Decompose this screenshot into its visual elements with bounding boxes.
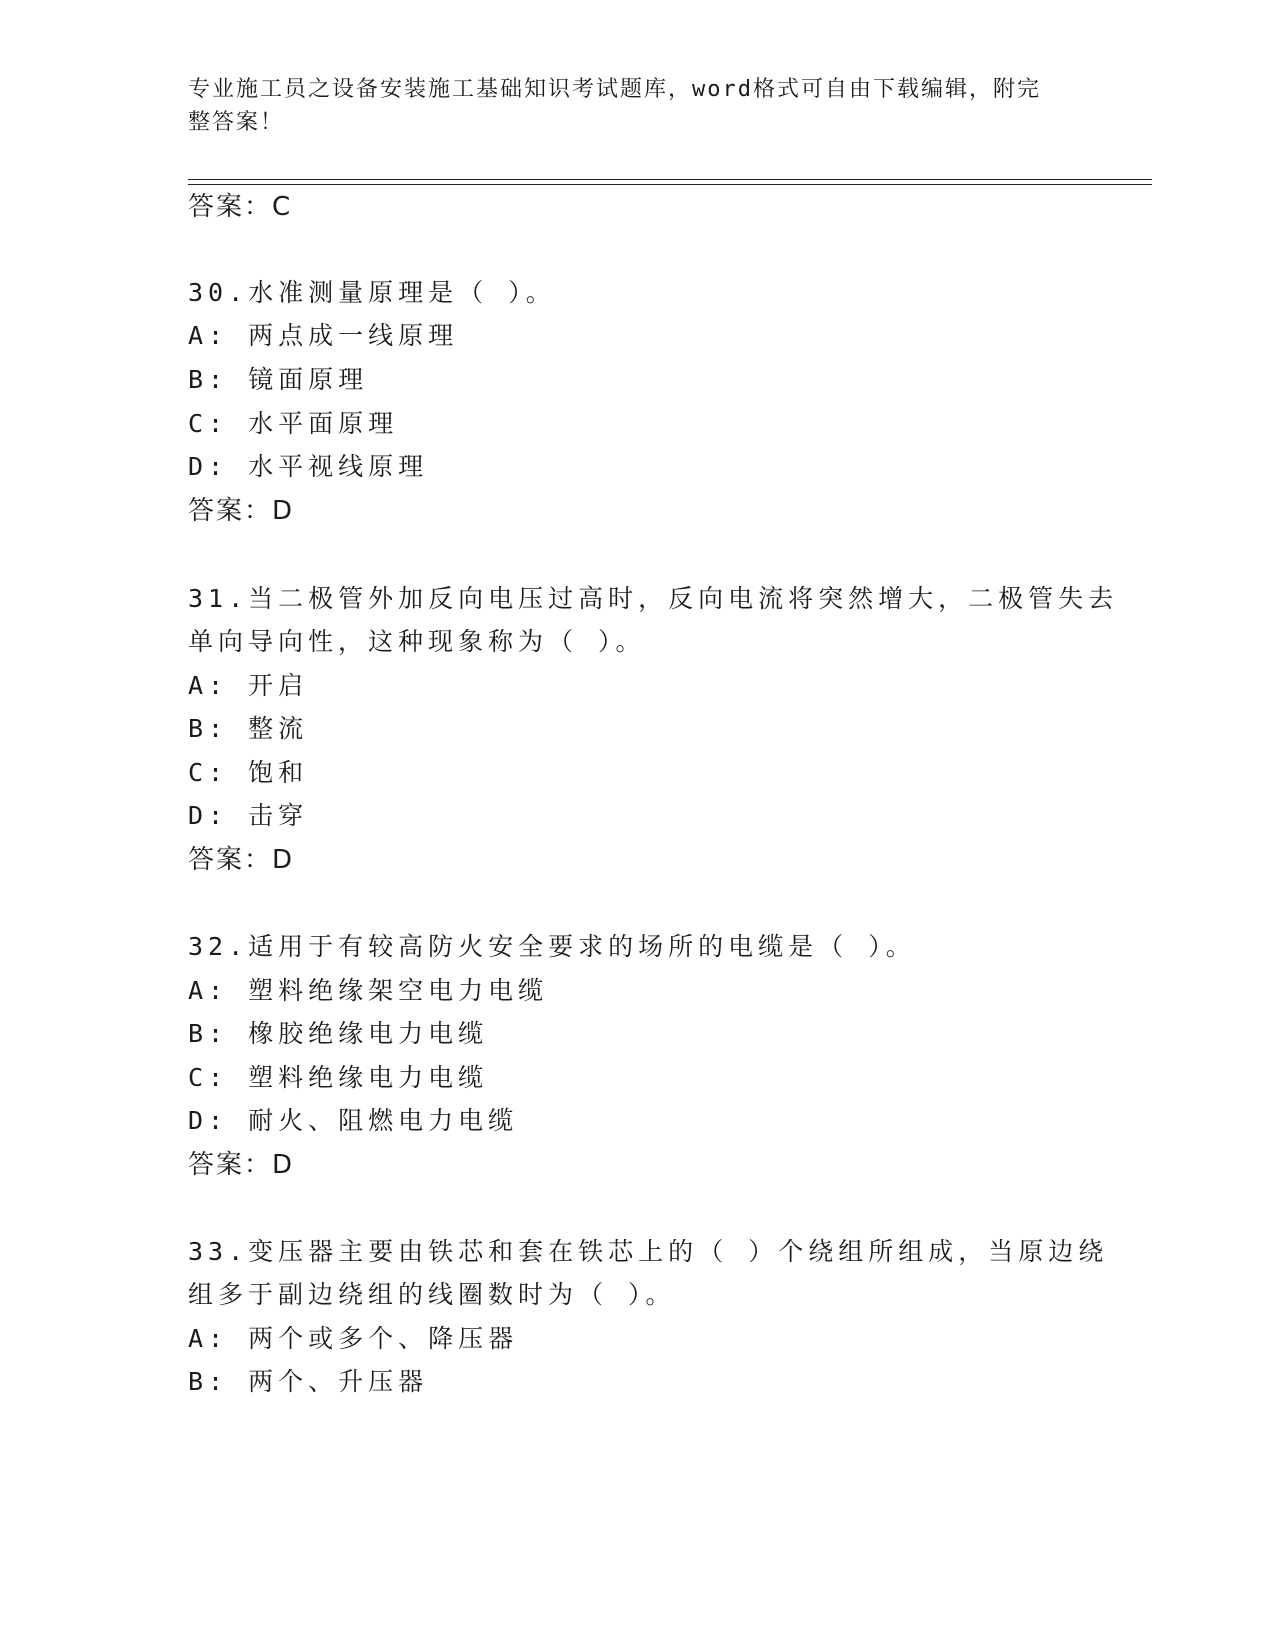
header-line-2: 整答案！ (188, 110, 285, 135)
question-32-option-b: B: 橡胶绝缘电力电缆 (188, 1019, 489, 1048)
question-33-option-a: A: 两个或多个、降压器 (188, 1324, 519, 1353)
question-31-answer (188, 843, 294, 877)
answer-value: D (272, 1150, 295, 1180)
prev-answer (188, 190, 292, 224)
question-30-option-d: D: 水平视线原理 (188, 452, 429, 481)
answer-value: D (272, 496, 295, 526)
header-rule-top (188, 179, 1152, 180)
question-31-option-b: B: 整流 (188, 714, 309, 743)
question-31-stem-2: 单向导向性，这种现象称为（ ）。 (188, 627, 646, 656)
question-33-stem-1: 33.变压器主要由铁芯和套在铁芯上的（ ）个绕组所组成，当原边绕 (188, 1237, 1109, 1266)
question-32-stem-1: 32.适用于有较高防火安全要求的场所的电缆是（ ）。 (188, 932, 916, 961)
header-rule-bottom (188, 184, 1152, 185)
question-31-option-d: D: 击穿 (188, 801, 309, 830)
document-header (188, 73, 1068, 139)
question-32-option-c: C: 塑料绝缘电力电缆 (188, 1063, 489, 1092)
answer-label: 答案： (188, 1150, 273, 1180)
question-30-stem-1: 30.水准测量原理是（ ）。 (188, 278, 556, 307)
question-31-option-a: A: 开启 (188, 671, 309, 700)
question-32-option-d: D: 耐火、阻燃电力电缆 (188, 1106, 519, 1135)
header-line-1: 专业施工员之设备安装施工基础知识考试题库，word格式可自由下载编辑，附完 (188, 77, 1041, 102)
question-33-stem-2: 组多于副边绕组的线圈数时为（ ）。 (188, 1280, 676, 1309)
answer-value: C (272, 192, 293, 222)
question-31-option-c: C: 饱和 (188, 758, 309, 787)
question-32-answer (188, 1148, 294, 1182)
question-31-stem-1: 31.当二极管外加反向电压过高时，反向电流将突然增大，二极管失去 (188, 584, 1119, 613)
question-30-answer (188, 494, 294, 528)
answer-label: 答案： (188, 845, 273, 875)
question-32-option-a: A: 塑料绝缘架空电力电缆 (188, 976, 549, 1005)
answer-label: 答案： (188, 192, 273, 222)
question-30-option-c: C: 水平面原理 (188, 409, 399, 438)
question-30-option-a: A: 两点成一线原理 (188, 321, 459, 350)
question-30-option-b: B: 镜面原理 (188, 365, 369, 394)
question-33-option-b: B: 两个、升压器 (188, 1367, 429, 1396)
answer-label: 答案： (188, 496, 273, 526)
answer-value: D (272, 845, 295, 875)
